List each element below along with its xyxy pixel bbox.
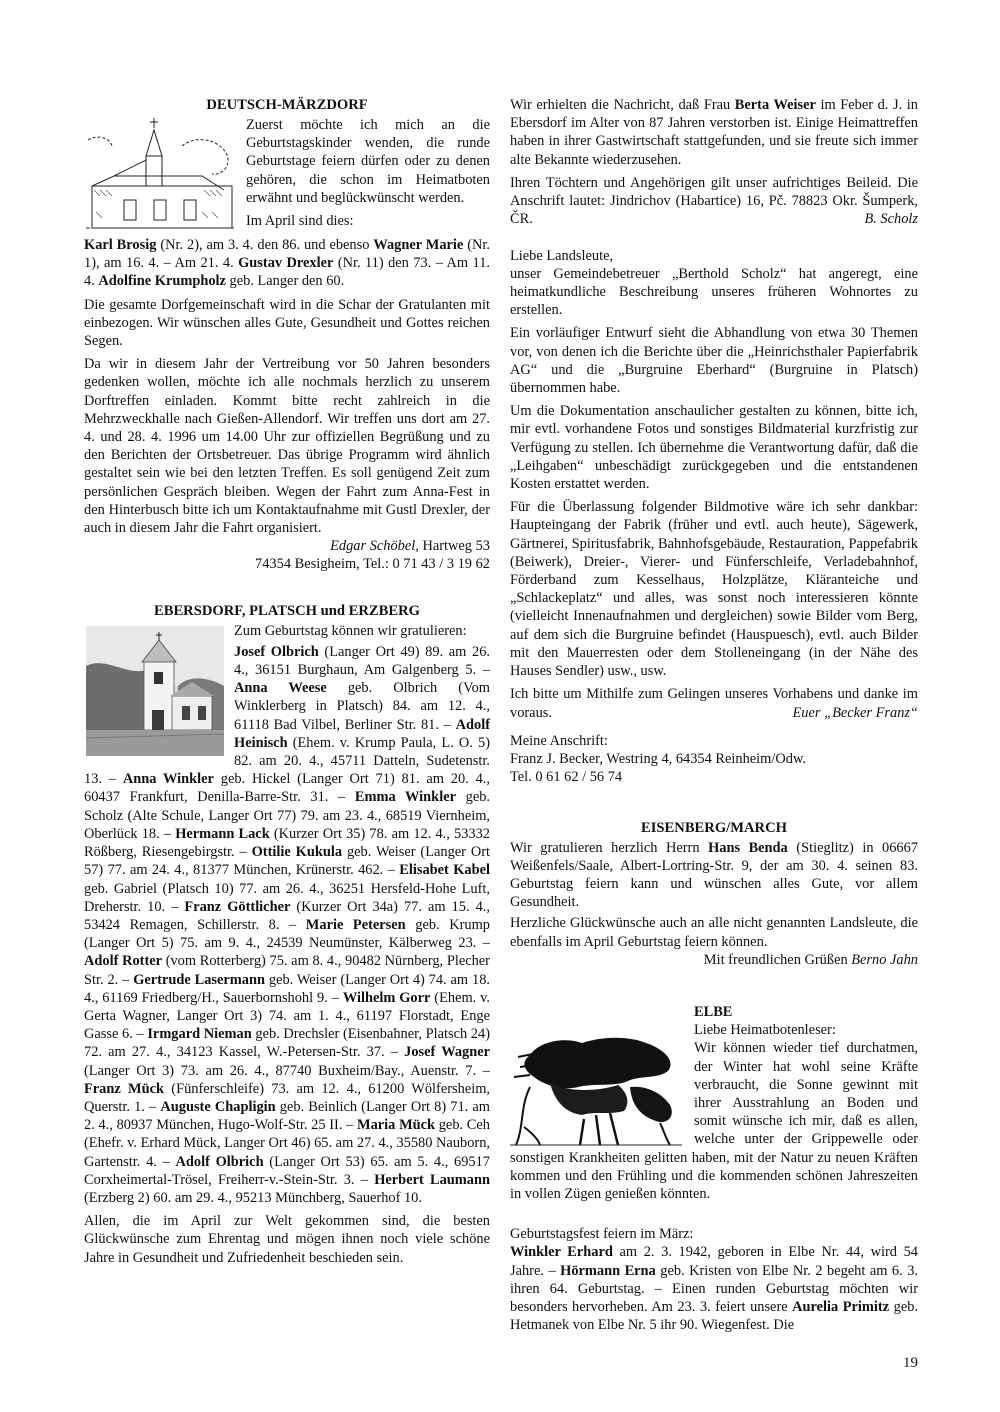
section-title-elbe: ELBE (694, 1003, 733, 1020)
detail-text: (Nr. 1), am 16. 4. – Am 21. 4. (84, 237, 491, 272)
text: im Feber d. J. in Ebersdorf im Alter von 87 Jahren verstorben ist. Einige Heimattreffen haben in ihrer Gastwirtschaft stattgefunden, und sie freute sich immer alte Bekannte wiederzusehen. (510, 97, 918, 168)
ebersdorf-closing: Allen, die im April zur Welt gekommen sind, die besten Glückwünsche zum Ehrentag und mögen ihnen noch viele schöne Jahre in Gesundheit und Zufriedenheit beschieden sein. (84, 1213, 490, 1266)
text: am 2. 3. 1942, geboren in Elbe Nr. 44, wird 54 Jahre. – (510, 1244, 918, 1279)
birthday-detail: (Ehem. v. Krump Paula, L. O. 5) 82. am 20. 4., 45711 Datteln, Sudetenstr. 13. – (84, 734, 490, 788)
signature-street: Hartweg 53 (418, 538, 490, 555)
person-name: Irmgard Nieman (147, 1026, 252, 1043)
person-name: Emma Winkler (354, 789, 456, 806)
birthday-detail: (Langer Ort 49) 89. am 26. 4., 36151 Burghaun, Am Galgenberg 5. – (234, 643, 490, 679)
address-line: Franz J. Becker, Westring 4, 64354 Reinheim/Odw. (510, 751, 807, 768)
birthday-detail: geb. Drechsler (Eisenbahner, Platsch 24) 72. am 27. 4., 34123 Kassel, W.-Petersen-Str. 37. – (84, 1026, 490, 1061)
detail-text: geb. Langer den 60. (225, 273, 345, 290)
person-name: Wagner Marie (373, 237, 464, 253)
person-name: Adolf Heinisch (234, 716, 490, 751)
eisenberg-greetings: Herzliche Glückwünsche auch an alle nicht genannten Landsleute, die ebenfalls im April Geburtstag feiern können. (510, 915, 918, 950)
elbe-march-heading: Geburtstagsfest feiern im März: (510, 1226, 694, 1243)
condolences: Ihren Töchtern und Angehörigen gilt unser aufrichtiges Beileid. Die Anschrift lautet: Jindrichov (Habartice) 16, Pč. 78823 Okr. Šumperk, ČR. (510, 174, 918, 228)
deutsch-signature-city: 74354 Besigheim, Tel.: 0 71 43 / 3 19 62 (255, 556, 490, 573)
becker-signature (510, 704, 918, 722)
text: Wir erhielten die Nachricht, daß Frau (510, 97, 735, 113)
person-name: Hermann Lack (175, 825, 270, 842)
elbe-letter: Wir können wieder tief durchatmen, der Winter hat wohl seine Kräfte verbraucht, die Sonne gewinnt mit ihrer Ausstrahlung an Boden und somit wünsche ich mir, daß es allen, welche unter der Grippewelle oder sonstigen Krankheiten gelitten haben, mit der Natur zu neuen Kräften kommen und den Frühling und die kommenden schönen Jahreszeiten in vollen Zügen genießen könnten. (510, 1040, 918, 1202)
detail-text: (Nr. 11) den 73. – Am 11. 4. (84, 255, 490, 290)
right-column (510, 96, 918, 1339)
text: Wir gratulieren herzlich Herrn (510, 839, 709, 856)
birthday-detail: geb. Weiser (Langer Ort 57) 77. am 24. 4., 81377 München, Krünerstr. 462. – (84, 844, 491, 879)
birthday-detail: (Erzberg 2) 60. am 29. 4., 95213 Münchberg, Sauerhof 10. (84, 1189, 422, 1206)
deutsch-april-heading: Im April sind dies: (246, 213, 354, 230)
birthday-detail: (Kurzer Ort 34a) 77. am 15. 4., 53424 Remagen, Schillerstr. 8. – (84, 898, 491, 933)
person-name: Anna Weese (234, 680, 327, 697)
person-name: Karl Brosig (84, 237, 157, 253)
condolences-signature (510, 210, 918, 228)
person-name: Josef Olbrich (234, 643, 319, 660)
text: (Stieglitz) in 06667 Weißenfels/Saale, Albert-Lortring-Str. 9, der am 30. 4. seinen 83. Geburtstag feiern kann und wünschen alles Gute, vor allem Gesundheit. (510, 839, 919, 911)
project-intro: unser Gemeindebetreuer „Berthold Scholz“ hat angeregt, eine heimatkundliche Beschreibung unseres früheren Wohnortes zu erstellen. (510, 265, 918, 319)
birthday-detail: geb. Beinlich (Langer Ort 8) 71. am 2. 4., 80937 München, Hugo-Wolf-Str. 25 II. – (84, 1098, 490, 1134)
address-label: Meine Anschrift: (510, 732, 608, 749)
person-name: Adolf Rotter (84, 953, 163, 970)
deutsch-birthdays (84, 236, 490, 291)
birthday-detail: geb. Hickel (Langer Ort 71) 81. am 20. 4., 60437 Frankfurt, Denilla-Barre-Str. 31. – (84, 771, 491, 806)
ebersdorf-intro: Zum Geburtstag können wir gratulieren: (234, 622, 467, 639)
person-name: Maria Mück (357, 1117, 436, 1134)
person-name: Berta Weiser (734, 97, 816, 113)
birthday-detail: geb. Weiser (Langer Ort 4) 74. am 18. 4., 61169 Friedberg/H., Sauerbornshohl 9. – (84, 971, 490, 1006)
person-name: Anna Winkler (122, 771, 214, 788)
salutation: Liebe Landsleute, (510, 247, 614, 264)
section-title-ebersdorf: EBERSDORF, PLATSCH und ERZBERG (153, 602, 420, 619)
person-name: Wilhelm Gorr (342, 989, 431, 1006)
person-name: Winkler Erhard (510, 1244, 613, 1261)
project-draft: Ein vorläufiger Entwurf sieht die Abhandlung von etwa 30 Themen vor, von denen ich die Berichte über die „Heinrichsthaler Papierfabrik AG“ und die „Burgruine Eberhard“ (Burgruine in Platsch) übernommen habe. (510, 325, 918, 397)
person-name: Marie Petersen (305, 916, 406, 933)
eisenberg-signature (510, 951, 918, 969)
landscape-drawing-figure (510, 1027, 682, 1147)
deutsch-signature (84, 537, 490, 555)
page-number: 19 (903, 1355, 918, 1371)
birthday-detail: (Ehem. v. Gerta Wagner, Langer Ort 3) 74. am 1. 4., 61197 Florstadt, Enge Gasse 6. – (84, 989, 491, 1043)
birthday-detail: geb. Ceh (Ehefr. v. Erhard Mück, Langer Ort 46) 65. am 27. 4., 35580 Nauborn, Gartenstr. 4. – (84, 1117, 490, 1170)
eisenberg-congrats (510, 839, 918, 912)
trees-sketch-image (510, 1027, 682, 1147)
signature-name: Edgar Schöbel, (330, 538, 419, 555)
project-request: Um die Dokumentation anschaulicher gestalten zu können, bitte ich, mir evtl. vorhandene Fotos und sonstiges Bildmaterial kurzfristig zur Verfügung zu stellen. Ich übernehme die Verantwortung dafür, daß die „Leihgaben“ unbeschädigt zurückgegeben und die entstandenen Kosten erstattet werden. (510, 403, 918, 493)
person-name: Josef Wagner (404, 1044, 491, 1061)
signature-name: B. Scholz (864, 211, 918, 228)
birthday-detail: (Kurzer Ort 35) 78. am 12. 4., 53332 Rößberg, Riesengebirgstr. – (84, 825, 490, 861)
person-name: Hörmann Erna (560, 1262, 656, 1279)
birthday-detail: geb. Scholz (Alte Schule, Langer Ort 77) 79. am 23. 4., 68519 Viernheim, Oberlück 18. – (84, 789, 491, 842)
person-name: Elisabet Kabel (399, 862, 490, 879)
birthday-detail: (Langer Ort 3) 73. am 26. 4., 87740 Buxheim/Bay., Auenstr. 7. – (84, 1062, 490, 1079)
photo-motives: Für die Überlassung folgender Bildmotive wäre ich sehr dankbar: Haupteingang der Fabrik (früher und evtl. auch heute), Sägewerk, Gärtnerei, Spiritusfabrik, Bahnhofsgebäude, Restauration, Pappefabrik (Beiwerk), Dreier-, Vierer- und Fünferschleife, Verladebahnhof, Förderband zum Kesselhaus, Holzplätze, Kläranteiche und „Schlackeplatz“ und alles, was sonst noch interessieren könnte (vielleicht Innenaufnahmen und dergleichen) sowie Bilder vom Berg, auf dem sich die Burgruine befindet (Hauspuesch), evtl. auch Bilder mit den Mauerresten oder dem Stolleneingang (in der Nähe des Hauses Sendler) usw., usw. (510, 499, 918, 680)
birthday-detail: (vom Rotterberg) 75. am 8. 4., 90482 Nürnberg, Plecher Str. 2. – (84, 953, 490, 988)
person-name: Adolf Olbrich (175, 1153, 264, 1170)
signature-name: Berno Jahn (851, 951, 918, 968)
birthday-detail: geb. Olbrich (Vom Winklerberg in Platsch) 84. am 12. 4., 61118 Bad Vilbel, Berliner Str. 81. – (234, 680, 490, 733)
birthday-detail: geb. Gabriel (Platsch 10) 77. am 26. 4., 36251 Hersfeld-Hohe Luft, Dreherstr. 10. – (84, 880, 490, 915)
text: geb. Hetmanek von Elbe Nr. 5 ihr 90. Wiegenfest. Die (510, 1298, 918, 1334)
obituary-berta-weiser (510, 96, 918, 169)
detail-text: (Nr. 2), am 3. 4. den 86. und ebenso (156, 237, 374, 253)
person-name: Franz Mück (84, 1080, 165, 1097)
church-sketch-image (84, 116, 236, 234)
person-name: Franz Göttlicher (184, 898, 291, 915)
deutsch-intro: Zuerst möchte ich mich an die Geburtstagskinder wenden, die runde Geburtstage feiern dürfen oder zu denen gehören, die schon im Heimatboten erwähnt und beglückwünscht werden. (246, 117, 490, 206)
section-title-eisenberg: EISENBERG/MARCH (641, 819, 787, 836)
person-name: Hans Benda (708, 839, 788, 856)
church-drawing-figure (84, 116, 236, 234)
left-column (84, 96, 490, 1272)
birthday-detail: (Fünferschleife) 73. am 12. 4., 61200 Wölfersheim, Querstr. 1. – (84, 1080, 490, 1115)
person-name: Ottilie Kukula (251, 844, 343, 861)
church-photo-figure (86, 626, 224, 756)
thanks: Ich bitte um Mithilfe zum Gelingen unseres Vorhabens und danke im voraus. (510, 686, 918, 721)
text: geb. Kristen von Elbe Nr. 2 begeht am 6. 3. ihren 64. Geburtstag. – Einen runden Geburtstag möchten wir besonders hervorheben. Am 23. 3. feiert unsere (510, 1262, 918, 1315)
person-name: Gertrude Lasermann (133, 971, 265, 988)
person-name: Adolfine Krumpholz (98, 273, 226, 290)
birthday-detail: (Langer Ort 53) 65. am 5. 4., 69517 Corxheimertal-Trösel, Freiherr-v.-Stein-Str. 3. – (84, 1153, 490, 1188)
person-name: Gustav Drexler (238, 255, 334, 272)
elbe-birthdays (510, 1243, 918, 1334)
church-photo-image (86, 626, 224, 756)
text: Mit freundlichen Grüßen (703, 951, 852, 968)
deutsch-meeting: Da wir in diesem Jahr der Vertreibung vor 50 Jahren besonders gedenken wollen, möchte ich alle nochmals herzlich zu unserem Dorftreffen einladen. Kommt bitte recht zahlreich in die Mehrzweckhalle nach Gießen-Allendorf. Wir treffen uns dort am 27. 4. und 28. 4. 1996 um 14.00 Uhr zur offiziellen Begrüßung und zu den Berichten der Ortsbetreuer. Das übrige Programm wird ähnlich gestaltet sein wie bei den letzten Treffen. Es soll genügend Zeit zum persönlichen Gespräch bleiben. Wegen der Fahrt zum Anna-Fest in den Hinterbusch bitte ich um Kontaktaufnahme mit Gustl Drexler, der auch in diesem Jahr die Fahrt organisiert. (84, 356, 490, 537)
person-name: Herbert Laumann (374, 1171, 490, 1188)
deutsch-community: Die gesamte Dorfgemeinschaft wird in die Schar der Gratulanten mit einbezogen. Wir wünschen alles Gute, Gesundheit und Gottes reichen Segen. (84, 296, 490, 350)
signature-name: Euer „Becker Franz“ (792, 704, 918, 721)
elbe-greeting: Liebe Heimatbotenleser: (694, 1022, 836, 1039)
section-title-deutsch-maerzdorf: DEUTSCH-MÄRZDORF (206, 97, 368, 113)
person-name: Aurelia Primitz (792, 1298, 890, 1315)
birthday-detail: geb. Krump (Langer Ort 5) 75. am 9. 4., 24539 Neumünster, Kälberweg 23. – (84, 916, 490, 952)
phone-line: Tel. 0 61 62 / 56 74 (510, 769, 623, 786)
person-name: Auguste Chapligin (160, 1098, 276, 1115)
